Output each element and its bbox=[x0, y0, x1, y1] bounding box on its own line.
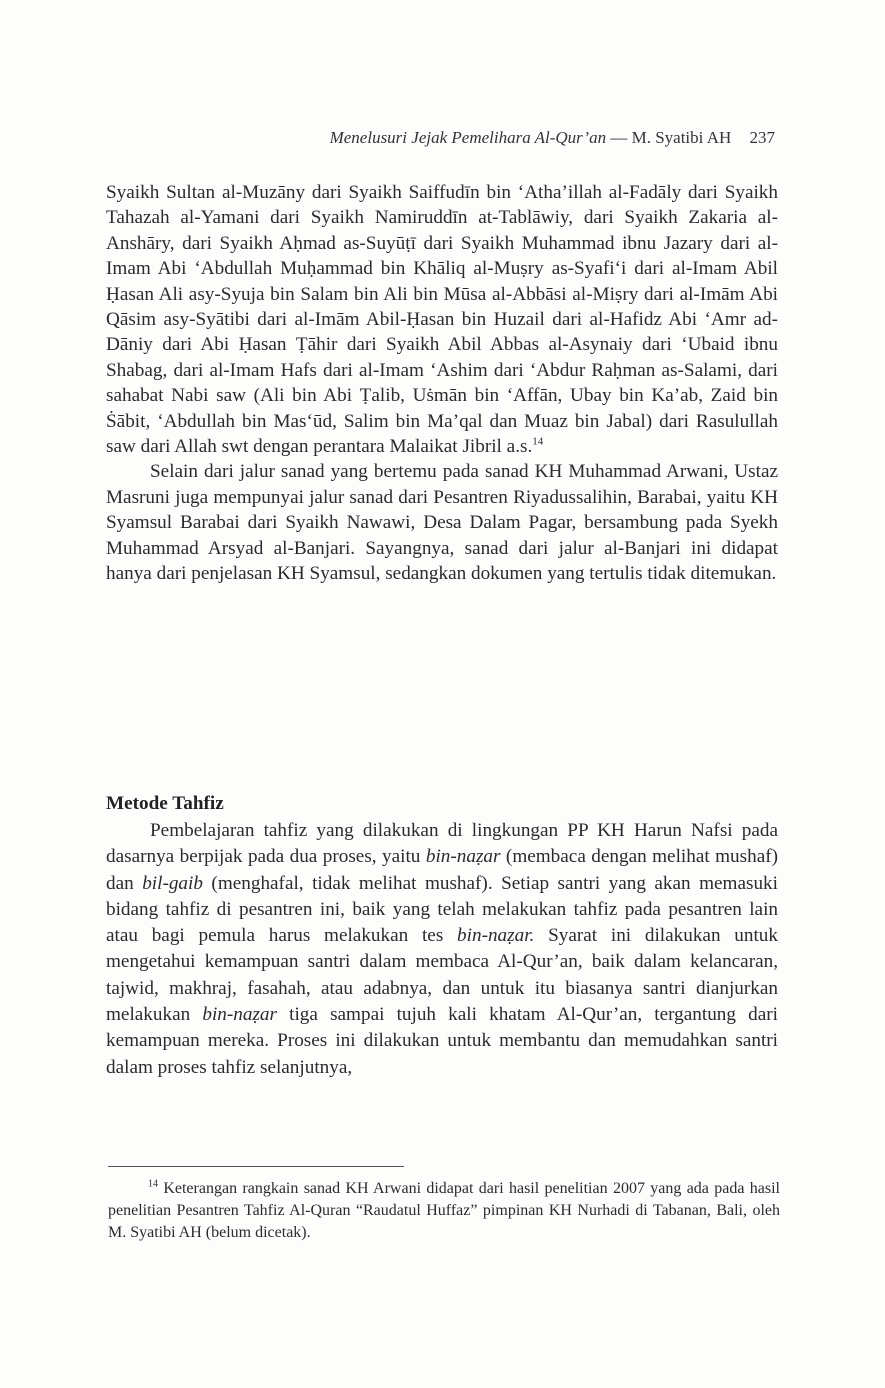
term-italic: bin-naẓar bbox=[202, 1004, 277, 1026]
body-text-upper bbox=[106, 180, 778, 587]
footnote-number: 14 bbox=[148, 1178, 158, 1190]
footnote-paragraph bbox=[108, 1178, 780, 1244]
running-header-author: — M. Syatibi AH bbox=[610, 128, 732, 147]
text-run: tiga sampai tujuh kali khatam Al-Qur’an, tergantung dari kemampuan mereka. Proses ini dilakukan untuk membantu dan memudahkan santri dalam proses tahfiz selanjutnya, bbox=[106, 1004, 778, 1078]
paragraph-sanad-chain-text: Syaikh Sultan al-Muzāny dari Syaikh Saiffudīn bin ‘Atha’illah al-Fadāly dari Syaikh Tahazah al-Yamani dari Syaikh Namiruddīn at-Tablāwiy, dari Syaikh Zakaria al-Anshāry, dari Syaikh Aḥmad as-Suyūṭī dari Syaikh Muhammad ibnu Jazary dari al-Imam Abi ‘Abdullah Muḥammad bin Khāliq al-Muṣry as-Syafi‘i dari al-Imam Abil Ḥasan Ali asy-Syuja bin Salam bin Ali bin Mūsa al-Abbāsi al-Miṣry dari al-Imām Abi Qāsim asy-Syātibi dari al-Imām Abil-Ḥasan bin Huzail dari al-Hafidz Abi ‘Amr ad-Dāniy dari Abi Ḥasan Ṭāhir dari Syaikh Abil Abbas al-Asynaiy dari ‘Ubaid ibnu Shabag, dari al-Imam Hafs dari al-Imam ‘Ashim dari ‘Abdur Raḥman as-Salami, dari sahabat Nabi saw (Ali bin Abi Ṭalib, Uṡmān bin ‘Affān, Ubay bin Ka’ab, Zaid bin Ṡābit, ‘Abdullah bin Mas‘ūd, Salim bin Ma’qal dan Muaz bin Jabal) dari Rasulullah saw dari Allah swt dengan perantara Malaikat Jibril a.s. bbox=[106, 182, 778, 458]
term-italic: bin-naẓar bbox=[425, 846, 501, 868]
term-italic: bin-naẓar. bbox=[457, 925, 535, 947]
paragraph-other-sanad: Selain dari jalur sanad yang bertemu pada sanad KH Muhammad Arwani, Ustaz Masruni juga mempunyai jalur sanad dari Pesantren Riyadussalihin, Barabai, yaitu KH Syamsul Barabai dari Syaikh Nawawi, Desa Dalam Pagar, bersambung pada Syekh Muhammad Arsyad al-Banjari. Sayangnya, sanad dari jalur al-Banjari ini didapat hanya dari penjelasan KH Syamsul, sedangkan dokumen yang tertulis tidak ditemukan. bbox=[106, 461, 778, 585]
footnote bbox=[108, 1178, 780, 1244]
running-header bbox=[230, 128, 775, 148]
text-run: (menghafal, tidak melihat mushaf). Setiap santri yang akan memasuki bidang tahfiz di pesantren ini, baik yang telah melakukan tahfiz pada pesantren lain atau bagi pemula harus melakukan tes bbox=[106, 872, 778, 947]
text-run: Pembelajaran tahfiz yang dilakukan di lingkungan PP KH Harun Nafsi pada dasarnya berpijak pada dua proses, yaitu bbox=[106, 820, 778, 868]
footnote-divider bbox=[108, 1166, 404, 1167]
term-italic: bil-gaib bbox=[142, 872, 203, 894]
text-run: (membaca dengan melihat mushaf) dan bbox=[106, 846, 778, 894]
footnote-reference[interactable]: 14 bbox=[532, 435, 544, 448]
body-text-lower bbox=[106, 818, 778, 1081]
paragraph-sanad-chain bbox=[106, 180, 778, 459]
text-run: Syarat ini dilakukan untuk mengetahui kemampuan santri dalam membaca Al-Qur’an, baik dalam kelancaran, tajwid, makhraj, fasahah, atau adabnya, dan untuk itu biasanya santri dianjurkan melakukan bbox=[106, 925, 778, 1026]
section-heading: Metode Tahfiz bbox=[106, 793, 224, 814]
page-number: 237 bbox=[749, 128, 775, 147]
running-header-title: Menelusuri Jejak Pemelihara Al-Qur’an bbox=[329, 128, 607, 147]
footnote-text: Keterangan rangkain sanad KH Arwani didapat dari hasil penelitian 2007 yang ada pada hasil penelitian Pesantren Tahfiz Al-Quran “Raudatul Huffaz” pimpinan KH Nurhadi di Tabanan, Bali, oleh M. Syatibi AH (belum dicetak). bbox=[108, 1180, 780, 1241]
paragraph-tahfiz-method bbox=[106, 818, 778, 1081]
